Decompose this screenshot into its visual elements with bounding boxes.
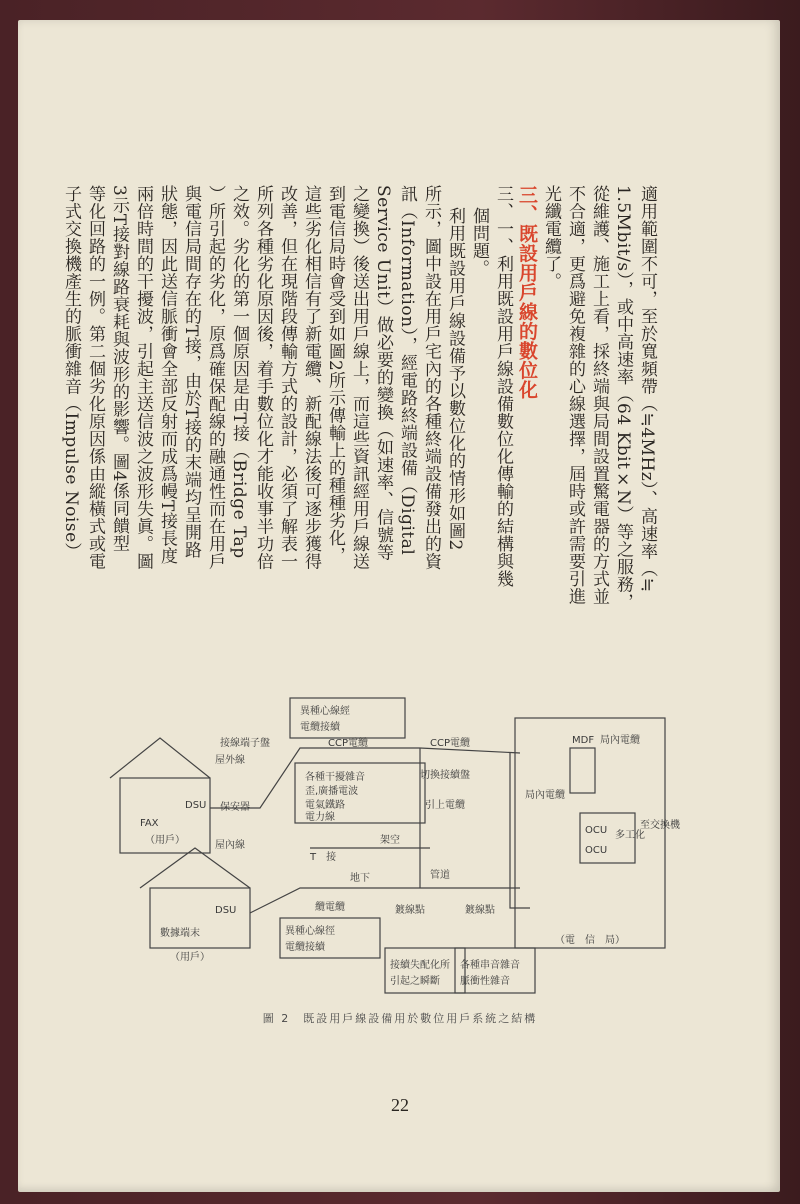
- svg-text:纜電纜: 纜電纜: [315, 902, 345, 913]
- text-column: 個問題。: [469, 207, 489, 277]
- text-column: 之效。劣化的第一個原因是由T接（Bridge Tap: [229, 185, 249, 559]
- svg-text:接續失配化所: 接續失配化所: [390, 960, 450, 971]
- svg-text:OCU: OCU: [585, 845, 608, 856]
- svg-text:局內電纜: 局內電纜: [600, 735, 640, 746]
- section-heading: 三、既設用戶線的數位化: [516, 185, 538, 400]
- house1-roof: [110, 738, 210, 778]
- svg-text:各種串音雜音: 各種串音雜音: [460, 960, 520, 971]
- svg-text:局內電纜: 局內電纜: [525, 790, 565, 801]
- text-column: 所列各種劣化原因後，着手數位化才能收事半功倍: [253, 185, 273, 570]
- text-column: 3示T接對線路衰耗與波形的影響。圖4係同饋型: [109, 185, 129, 552]
- house2-roof: [140, 848, 250, 888]
- svg-text:屋外線: 屋外線: [215, 755, 245, 766]
- svg-text:屋內線: 屋內線: [215, 840, 245, 851]
- svg-text:（電 信 局）: （電 信 局）: [555, 935, 625, 946]
- svg-text:T 接: T 接: [310, 852, 337, 863]
- svg-text:保安器: 保安器: [220, 802, 250, 813]
- svg-text:至交換機: 至交換機: [640, 820, 680, 831]
- svg-text:MDF: MDF: [572, 735, 595, 746]
- text-column: ）所引起的劣化，原爲確保配線的融通性而在用戶: [205, 185, 225, 570]
- text-column: 改善，但在現階段傳輸方式的設計，必須了解表一: [277, 185, 297, 570]
- svg-text:鍍線點: 鍍線點: [395, 905, 425, 916]
- text-column: 之變換）後送出用戶線上，而這些資訊經用戶線送: [349, 185, 369, 570]
- text-column: 訊（Information），經電路終端設備（Digital: [397, 185, 417, 556]
- svg-text:（用戶）: （用戶）: [145, 835, 185, 846]
- text-column: 適用範圍不可，至於寬頻帶（≒4MHz）、高速率（≒: [637, 185, 657, 593]
- text-column: 與電信局間存在的T接，由於T接的末端均呈開路: [181, 185, 201, 559]
- svg-text:引上電纜: 引上電纜: [425, 800, 465, 811]
- text-column: 所示，圖中設在用戶宅內的各種終端設備發出的資: [421, 185, 441, 570]
- text-column: 狀態，因此送信脈衝會全部反射而成爲幔T接長度: [157, 185, 177, 565]
- figure-2-diagram: [100, 688, 680, 1048]
- svg-text:DSU: DSU: [215, 905, 237, 916]
- text-column: 等化回路的一例。第二個劣化原因係由縱橫式或電: [85, 185, 105, 570]
- svg-text:脈衝性雜音: 脈衝性雜音: [460, 976, 510, 987]
- text-column: 不合適，更爲避免複雜的心線選擇，屆時或許需要引進: [565, 185, 585, 605]
- svg-text:OCU: OCU: [585, 825, 608, 836]
- svg-text:（用戶）: （用戶）: [170, 952, 210, 963]
- svg-text:CCP電纜: CCP電纜: [430, 738, 470, 749]
- mdf-box: [570, 748, 595, 793]
- text-column: 三、一、利用既設用戶線設備數位化傳輸的結構與幾: [493, 185, 513, 588]
- svg-text:多工化: 多工化: [615, 830, 645, 841]
- svg-text:數據端末: 數據端末: [160, 928, 200, 939]
- svg-text:電氣鐵路: 電氣鐵路: [305, 800, 345, 811]
- page-number: 22: [391, 1095, 409, 1115]
- svg-text:電力線: 電力線: [305, 812, 335, 823]
- text-column: 光纖電纜了。: [541, 185, 561, 290]
- text-column: 子式交換機產生的脈衝雜音（Impulse Noise）: [61, 185, 81, 561]
- svg-text:電纜接續: 電纜接續: [285, 942, 325, 953]
- svg-text:異種心線徑: 異種心線徑: [285, 926, 335, 937]
- text-column: 兩倍時間的干擾波，引起主送信波之波形失眞。圖: [133, 185, 153, 570]
- vertical-text-body: [60, 185, 660, 630]
- svg-text:接線端子盤: 接線端子盤: [220, 738, 270, 749]
- svg-text:電纜接續: 電纜接續: [300, 722, 340, 733]
- text-column: Service Unit）做必要的變換（如速率、信號等: [373, 185, 393, 561]
- svg-text:鍍線點: 鍍線點: [465, 905, 495, 916]
- svg-text:管道: 管道: [430, 870, 450, 881]
- text-column: 利用既設用戶線設備予以數位化的情形如圖2: [445, 207, 465, 551]
- svg-text:地下: 地下: [350, 873, 370, 884]
- svg-text:CCP電纜: CCP電纜: [328, 738, 368, 749]
- svg-text:各種干擾雜音: 各種干擾雜音: [305, 772, 365, 783]
- svg-text:引起之瞬斷: 引起之瞬斷: [390, 976, 440, 987]
- text-column: 到電信局時會受到如圖2所示傳輸上的種種劣化，: [325, 185, 345, 564]
- svg-text:異種心線經: 異種心線經: [300, 706, 350, 717]
- text-column: 這些劣化相信有了新電纜、新配線法後可逐步獲得: [301, 185, 321, 570]
- svg-text:FAX: FAX: [140, 818, 159, 829]
- svg-text:歪,廣播電波: 歪,廣播電波: [305, 786, 359, 797]
- text-column: 1.5Mbit/s），或中高速率（64 Kbit×N）等之服務，: [613, 185, 633, 611]
- house2-body: [150, 888, 250, 948]
- text-column: 從維護、施工上看，採終端與局間設置驚電器的方式並: [589, 185, 609, 605]
- svg-text:架空: 架空: [380, 835, 400, 846]
- svg-text:切換接續盤: 切換接續盤: [420, 770, 470, 781]
- svg-text:DSU: DSU: [185, 800, 207, 811]
- figure-caption: 圖 2 既設用戶線設備用於數位用戶系統之結構: [262, 1012, 538, 1025]
